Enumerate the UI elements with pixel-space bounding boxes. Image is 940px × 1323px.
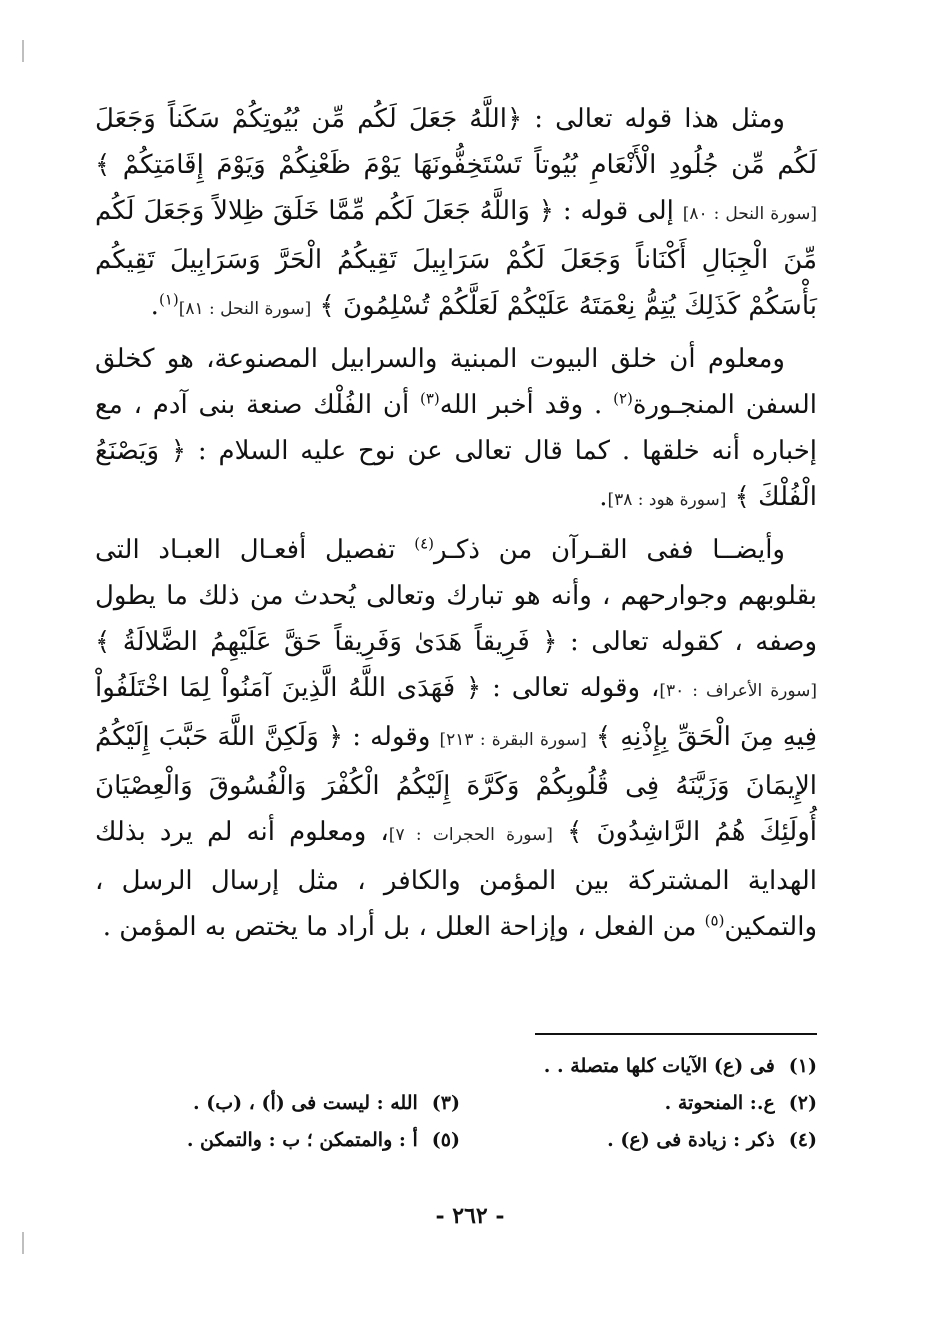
p3-text-5: ، ومعلوم أنه لم يرد بذلك الهداية المشتركة بين المؤمن والكافر ، مثل إرسال الرسل ، والتمكين — [95, 817, 817, 942]
footnote-ref-5: (٥) — [704, 911, 725, 930]
surah-reference: [سورة النحل : ٨٠] — [682, 204, 817, 224]
scan-margin-mark-top — [22, 40, 24, 62]
footnote-text: ذكر : زيادة فى (ع) . — [607, 1129, 775, 1151]
footnote-text: الله : ليست فى (أ) ، (ب) . — [193, 1092, 418, 1114]
footnote-3 — [193, 1092, 460, 1114]
surah-reference: [سورة هود : ٣٨] — [607, 490, 727, 510]
p3-text-1: وأيضــا ففى القـرآن من ذكـر — [434, 535, 785, 565]
page-number: - ٢٦٢ - — [435, 1203, 505, 1229]
footnote-5 — [187, 1129, 460, 1151]
surah-reference: [سورة النحل : ٨١] — [178, 299, 312, 319]
p1-text-1: ومثل هذا قوله تعالى : ﴿اللَّهُ جَعَلَ لَكُم مِّن بُيُوتِكُمْ سَكَناً وَجَعَلَ لَكُم مِّن جُلُودِ الْأَنْعَامِ بُيُوتاً تَسْتَخِفُّونَهَا يَوْمَ ظَعْنِكُمْ وَيَوْمَ إِقَامَتِكُمْ ﴾ — [95, 104, 817, 180]
paragraph-3 — [95, 527, 817, 950]
surah-reference: [سورة الأعراف : ٣٠] — [659, 681, 817, 701]
footnote-text: فى (ع) الآيات كلها متصلة . . — [543, 1055, 775, 1077]
p2-end: . — [599, 482, 608, 512]
footnote-number: (٢) — [788, 1092, 817, 1114]
p1-end: . — [150, 291, 159, 321]
p1-text-2: إلى قوله : ﴿ وَاللَّهُ جَعَلَ لَكُم مِّمَّا خَلَقَ ظِلالاً وَجَعَلَ لَكُم مِّنَ الْجِبَالِ أَكْنَاناً وَجَعَلَ لَكُمْ سَرَابِيلَ تَقِيكُمُ الْحَرَّ وَسَرَابِيلَ تَقِيكُم بَأْسَكُمْ كَذَلِكَ يُتِمُّ نِعْمَتَهُ عَلَيْكُمْ لَعَلَّكُمْ تُسْلِمُونَ ﴾ — [95, 196, 817, 321]
footnote-ref-2: (٢) — [613, 389, 633, 408]
footnote-2 — [665, 1092, 817, 1114]
main-text — [95, 96, 817, 954]
footnote-ref-3: (٣) — [420, 389, 440, 408]
paragraph-1 — [95, 96, 817, 332]
footnote-text: أ : والمتمكن ؛ ب : والتمكن . — [186, 1129, 418, 1151]
p2-text-1: ومعلوم أن خلق البيوت المبنية والسرابيل المصنوعة، هو كخلق السفن المنجـورة — [95, 344, 817, 420]
surah-reference: [سورة الحجرات : ٧] — [388, 825, 553, 845]
footnote-ref-1: (١) — [158, 290, 179, 309]
p2-text-2: . وقد أخبر الله — [439, 390, 603, 420]
p3-text-3: ، وقوله تعالى : ﴿ فَهَدَى اللَّهُ الَّذِينَ آمَنُواْ لِمَا اخْتَلَفُواْ فِيهِ مِنَ الْحَقِّ بِإِذْنِهِ ﴾ — [95, 673, 818, 752]
footnote-text: ع.: المنحوتة . — [664, 1092, 775, 1114]
p3-text-6: من الفعل ، وإزاحة العلل ، بل أراد ما يختص به المؤمن . — [102, 912, 697, 942]
footnote-number: (٤) — [788, 1129, 817, 1151]
footnote-number: (٥) — [431, 1129, 460, 1151]
footnote-divider — [535, 1033, 817, 1035]
footnote-ref-4: (٤) — [414, 534, 434, 553]
footnote-number: (٣) — [431, 1092, 460, 1114]
footnote-1 — [544, 1055, 817, 1077]
paragraph-2 — [95, 336, 817, 523]
p3-text-4: وقوله : ﴿ وَلَكِنَّ اللَّهَ حَبَّبَ إِلَيْكُمُ الإِيمَانَ وَزَيَّنَهُ فِى قُلُوبِكُمْ وَكَرَّهَ إِلَيْكُمُ الْكُفْرَ وَالْفُسُوقَ وَالْعِصْيَانَ أُولَئِكَ هُمُ الرَّاشِدُونَ ﴾ — [95, 722, 818, 847]
scan-margin-mark-bottom — [22, 1232, 24, 1254]
p2-text-3: أن الفُلْك صنعة بنى آدم ، مع إخباره أنه خلقها . كما قال تعالى عن نوح عليه السلام : ﴿ وَيَصْنَعُ الْفُلْكَ ﴾ — [95, 390, 817, 512]
p3-text-2: تفصيل أفعـال العبـاد التى بقلوبهم وجوارحهم ، وأنه هو تبارك وتعالى يُحدث من ذلك ما يطول وصفه ، كقوله تعالى : ﴿ فَرِيقاً هَدَىٰ وَفَرِيقاً حَقَّ عَلَيْهِمُ الضَّلالَةُ ﴾ — [95, 535, 817, 657]
footnote-4 — [607, 1129, 817, 1151]
footnote-number: (١) — [788, 1055, 817, 1077]
surah-reference: [سورة البقرة : ٢١٣] — [439, 730, 587, 750]
